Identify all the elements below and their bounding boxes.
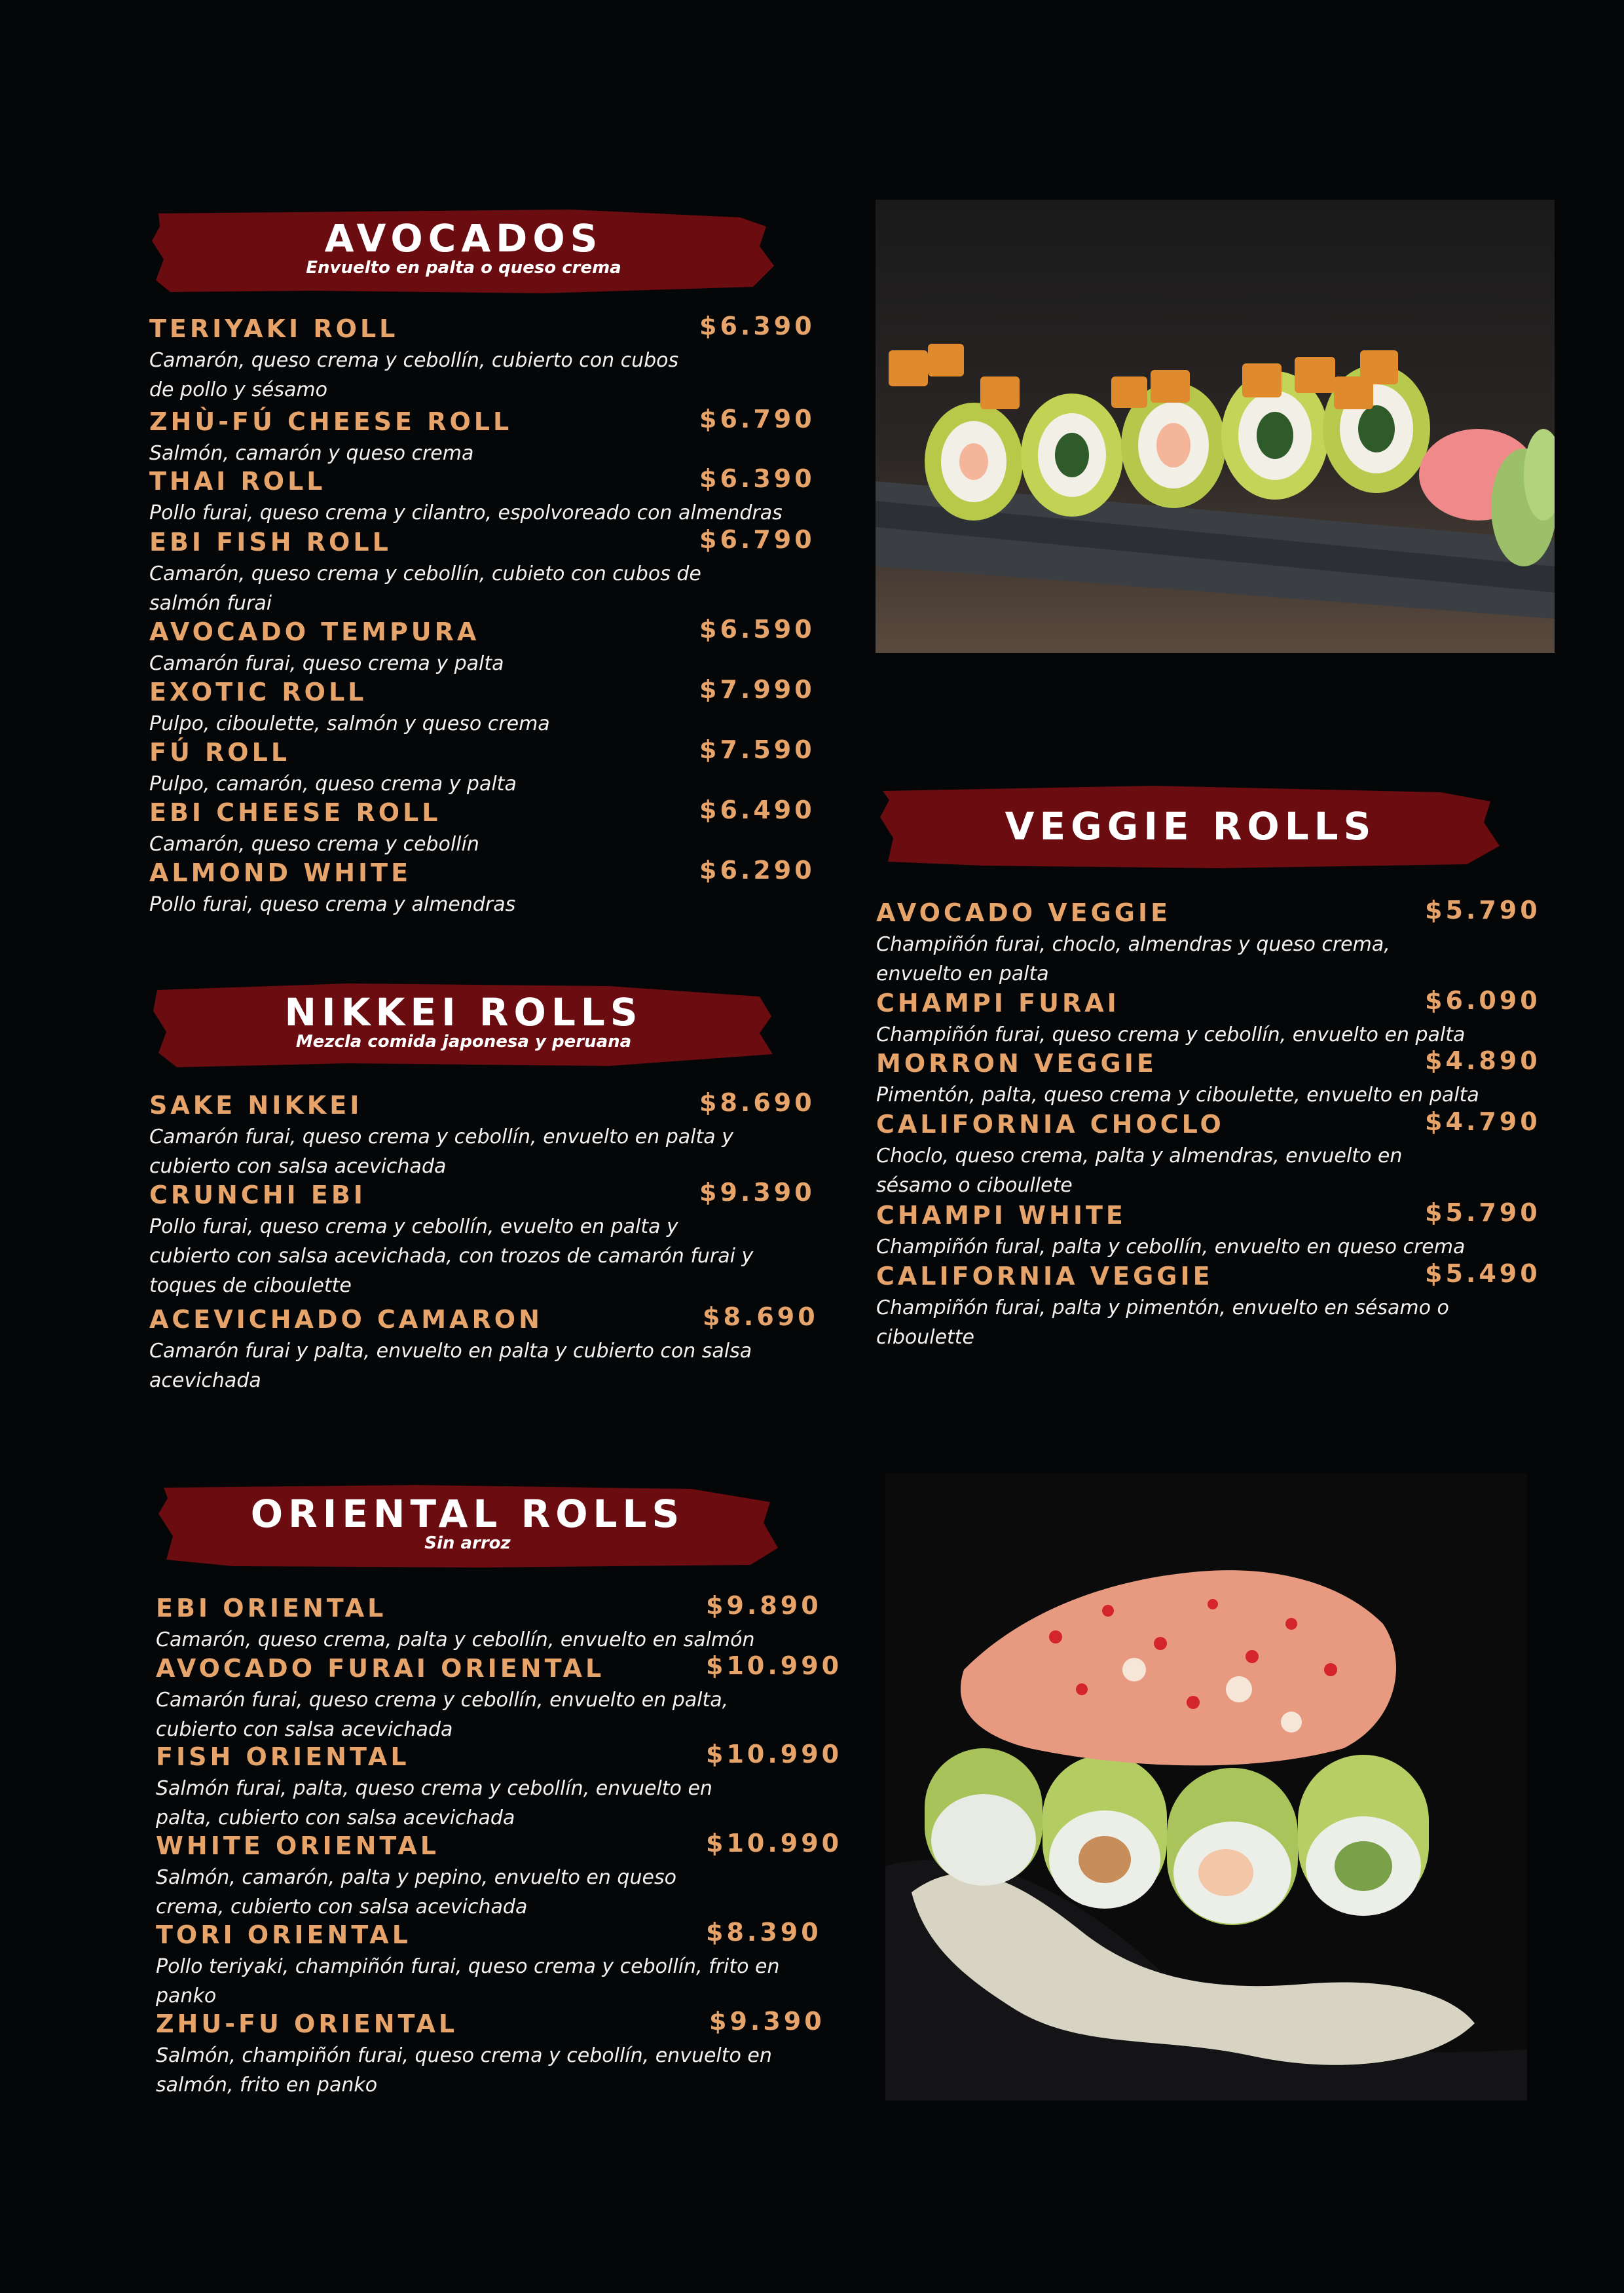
- item-description: Pollo furai, queso crema y almendras: [149, 893, 516, 916]
- item-price: $10.990: [706, 1651, 843, 1680]
- item-price: $7.990: [699, 675, 815, 704]
- item-name: CRUNCHI EBI: [149, 1181, 366, 1209]
- item-name: CALIFORNIA VEGGIE: [876, 1262, 1213, 1291]
- item-price: $10.990: [706, 1829, 843, 1858]
- item-price: $8.690: [699, 1088, 815, 1117]
- item-price: $7.590: [699, 735, 815, 764]
- item-name: TERIYAKI ROLL: [149, 314, 399, 343]
- item-description: Choclo, queso crema, palta y almendras, envuelto en sésamo o ciboullete: [876, 1145, 1403, 1197]
- item-name: EBI FISH ROLL: [149, 528, 392, 557]
- item-description: Salmón, camarón y queso crema: [149, 442, 474, 465]
- item-description: Pulpo, ciboulette, salmón y queso crema: [149, 712, 550, 735]
- nikkei-banner: [151, 981, 777, 1070]
- item-name: ZHU-FU ORIENTAL: [156, 2009, 458, 2038]
- item-description: Camarón furai, queso crema y cebollín, envuelto en palta y cubierto con salsa acevichada: [149, 1126, 733, 1178]
- item-name: AVOCADO FURAI ORIENTAL: [156, 1654, 605, 1683]
- item-price: $5.490: [1425, 1259, 1541, 1288]
- item-name: MORRON VEGGIE: [876, 1049, 1157, 1078]
- section-subtitle: Envuelto en palta o queso crema: [306, 258, 621, 278]
- item-description: Camarón furai y palta, envuelto en palta y cubierto con salsa acevichada: [149, 1340, 752, 1392]
- item-name: THAI ROLL: [149, 467, 326, 496]
- item-price: $6.390: [699, 312, 815, 340]
- item-description: Camarón, queso crema y cebollín, cubierto con cubos de pollo y sésamo: [149, 349, 679, 401]
- item-price: $6.590: [699, 615, 815, 644]
- item-price: $8.390: [706, 1918, 822, 1947]
- item-price: $5.790: [1425, 1198, 1541, 1227]
- item-price: $6.790: [699, 525, 815, 554]
- item-description: Camarón, queso crema, palta y cebollín, envuelto en salmón: [156, 1628, 755, 1651]
- item-name: EBI CHEESE ROLL: [149, 798, 441, 827]
- item-price: $10.990: [706, 1740, 843, 1769]
- item-price: $6.490: [699, 796, 815, 824]
- item-description: Pollo furai, queso crema y cilantro, espolvoreado con almendras: [149, 502, 783, 524]
- item-name: EBI ORIENTAL: [156, 1594, 387, 1623]
- item-name: ACEVICHADO CAMARON: [149, 1305, 543, 1334]
- item-description: Champiñón furai, palta y pimentón, envuelto en sésamo o ciboulette: [876, 1296, 1449, 1349]
- section-title: VEGGIE ROLLS: [1005, 804, 1376, 849]
- item-description: Salmón, champiñón furai, queso crema y cebollín, envuelto en salmón, frito en panko: [156, 2044, 772, 2097]
- item-name: FÚ ROLL: [149, 738, 291, 767]
- item-price: $6.790: [699, 405, 815, 433]
- item-description: Champiñón furai, choclo, almendras y queso crema, envuelto en palta: [876, 933, 1390, 985]
- item-description: Camarón, queso crema y cebollín, cubieto con cubos de salmón furai: [149, 562, 701, 615]
- item-name: AVOCADO TEMPURA: [149, 617, 480, 646]
- item-description: Salmón, camarón, palta y pepino, envuelto en queso crema, cubierto con salsa acevichada: [156, 1866, 676, 1918]
- item-description: Champiñón furai, queso crema y cebollín, envuelto en palta: [876, 1023, 1466, 1046]
- item-description: Salmón furai, palta, queso crema y cebollín, envuelto en palta, cubierto con salsa acevichada: [156, 1777, 712, 1829]
- item-name: CHAMPI WHITE: [876, 1201, 1126, 1230]
- sushi-platter-illustration: [876, 200, 1555, 653]
- item-name: ALMOND WHITE: [149, 858, 412, 887]
- item-name: CHAMPI FURAI: [876, 989, 1120, 1018]
- item-price: $9.890: [706, 1591, 822, 1620]
- sushi-roll-photo: [876, 200, 1555, 653]
- section-title: NIKKEI ROLLS: [284, 990, 643, 1035]
- avocados-banner: [151, 207, 777, 296]
- oriental-roll-photo: [885, 1473, 1527, 2100]
- item-description: Champiñón fural, palta y cebollín, envuelto en queso crema: [876, 1236, 1466, 1258]
- item-name: WHITE ORIENTAL: [156, 1831, 440, 1860]
- item-price: $9.390: [709, 2007, 825, 2036]
- oriental-banner: [155, 1482, 781, 1571]
- item-price: $8.690: [703, 1302, 819, 1331]
- item-name: CALIFORNIA CHOCLO: [876, 1110, 1225, 1139]
- item-name: FISH ORIENTAL: [156, 1742, 410, 1771]
- section-subtitle: Sin arroz: [424, 1533, 511, 1553]
- item-price: $5.790: [1425, 896, 1541, 925]
- item-description: Pollo teriyaki, champiñón furai, queso crema y cebollín, frito en panko: [156, 1955, 780, 2008]
- section-title: AVOCADOS: [324, 216, 603, 261]
- item-description: Camarón, queso crema y cebollín: [149, 833, 479, 856]
- ceviche-roll-illustration: [885, 1473, 1527, 2100]
- item-name: ZHÙ-FÚ CHEESE ROLL: [149, 407, 513, 436]
- item-price: $4.790: [1425, 1107, 1541, 1136]
- item-description: Camarón furai, queso crema y cebollín, envuelto en palta, cubierto con salsa acevichada: [156, 1689, 729, 1741]
- item-price: $6.090: [1425, 986, 1541, 1015]
- item-price: $6.390: [699, 464, 815, 493]
- item-price: $4.890: [1425, 1046, 1541, 1075]
- item-description: Pimentón, palta, queso crema y ciboulette, envuelto en palta: [876, 1084, 1479, 1107]
- section-subtitle: Mezcla comida japonesa y peruana: [295, 1032, 632, 1052]
- item-description: Pulpo, camarón, queso crema y palta: [149, 773, 517, 796]
- item-name: TORI ORIENTAL: [156, 1920, 411, 1949]
- item-name: SAKE NIKKEI: [149, 1091, 363, 1120]
- item-price: $9.390: [699, 1178, 815, 1207]
- item-price: $6.290: [699, 856, 815, 885]
- item-name: AVOCADO VEGGIE: [876, 898, 1172, 927]
- item-description: Pollo furai, queso crema y cebollín, evuelto en palta y cubierto con salsa acevichada, con trozos de camarón furai y toques de ciboulette: [149, 1215, 754, 1297]
- veggie-banner: [877, 783, 1504, 872]
- section-title: ORIENTAL ROLLS: [250, 1492, 685, 1536]
- item-name: EXOTIC ROLL: [149, 678, 367, 706]
- item-description: Camarón furai, queso crema y palta: [149, 652, 504, 675]
